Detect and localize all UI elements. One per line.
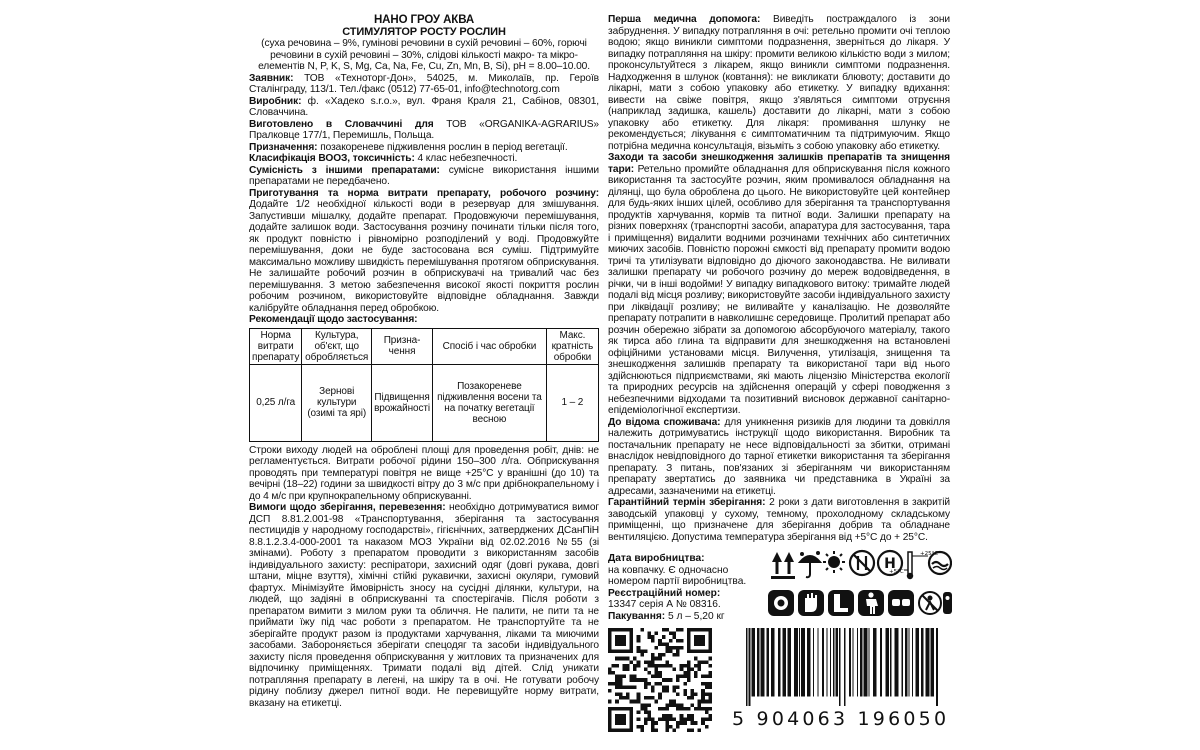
table-cell: 0,25 л/га (250, 364, 302, 441)
made-for-label: Виготовлено в Словаччині для (249, 118, 434, 130)
protect-water-icon (929, 552, 951, 574)
table-header-cell: Культура, об'єкт, що обробляється (302, 328, 372, 364)
table-header-cell: Макс. кратність обробки (546, 328, 598, 364)
preparation-heading: Приготування та норма витрати препарату, робочого розчину: (249, 187, 599, 199)
table-cell: 1 – 2 (546, 364, 598, 441)
temp-min-label: +5°C (889, 569, 904, 575)
table-header-row (250, 328, 599, 364)
keep-dry-icon (800, 552, 820, 577)
applicant (249, 73, 599, 96)
packaging-text: 5 л – 5,20 кг (665, 610, 725, 622)
first-aid-text: Виведіть постраждалого із зони забруднення. У випадку потрапляння в очі: ретельно промити очі теплою водою; якщо виникли симптоми подразнення, зверніться до лікаря. У випадку потрапляння на шкіру: промити великою кількістю води з милом; проконсультуйтеся з лікарем, якщо виникли симптоми подразнення. Надходження в шлунок (ковтання): не викликати блювоту; доставити до лікарні, мати з собою упаковку або етикетку. У випадку вдихання: вивести на свіже повітря, якщо з'являться симптоми отруєння (наприклад задишка, кашель) доставити до лікарні, мати з собою упаковку або етикетку. Для лікаря: промивання шлунку не рекомендується; лікування є симптоматичним та підтримуючим. Якщо потрібна медична консультація, візьміть з собою упаковку або етикетку. (608, 14, 950, 152)
storage-text: необхідно дотримуватися вимог ДСП 8.81.2.001-98 «Транспортування, зберігання та застосування пестицидів у народному господарстві», гігієнічних, затверджених ДСанПіН 8.8.1.2.3.4-000-2001 та наказом МОЗ України від 02.02.2016 №55 (зі змінами). Роботу з препаратом проводити з використанням засобів індивідуального захисту: респіратори, захисний одяг (довгі рукава, довгі штани, міцне взуття), хімічні стійкі рукавички, захисні окуляри, гумовий фартух. Мінімізуйте ймовірність зносу на сусідні ділянки, культури, на людей, що задіяні в обприскуванні та спостерігачів. Після роботи з препаратом вимити з милом руки та обличчя. Не палити, не пити та не приймати їжу під час роботи з препаратом. Не транспортуйте та не зберігайте продукт разом із продуктами харчування, ліками та миючими засобами. Забороняється зберігати спецодяг та засоби індивідуального захисту після проведення обприскування у житлових та призначених для відпочинку приміщеннях. Тримати подалі від дітей. Слід уникати потрапляння препарату в легені, на шкіру та в очі. Не готувати робочу рідину поблизу джерел питної води. Не перевищуйте норму витрати, вказану на етикетці. (249, 502, 600, 709)
storage-label: Вимоги щодо зберігання, перевезення: (249, 502, 446, 513)
made-for-text: ТОВ «ORGANIKA-AGRARIUS» Пралковце 177/1, Перемишль, Польща. (249, 118, 599, 141)
purpose-text: позакореневе підживлення рослин в період вегетації. (317, 141, 568, 153)
respirator-icon (768, 590, 794, 616)
product-title: НАНО ГРОУ АКВА (373, 14, 475, 26)
this-way-up-icon (771, 552, 795, 579)
keep-from-children-icon (919, 592, 941, 614)
boots-icon (828, 590, 854, 616)
compatibility (249, 165, 599, 188)
shelf-life-label: Гарантійний термін зберігання: (608, 497, 766, 508)
recommendations-table (249, 328, 599, 442)
first-aid (608, 14, 950, 152)
table-header-cell: Норма витрати препарату (250, 328, 302, 364)
packaging-label: Пакування: (608, 610, 666, 622)
disposal (608, 152, 950, 417)
compatibility-label: Сумісність з іншими препаратами: (249, 164, 440, 176)
preparation-text: Додайте 1/2 необхідної кількості води в резервуар для змішування. Запустивши мішалку, додайте препарат. Продовжуючи перемішування, додайте залишок води. Застосування розчину починати тільки після того, як продукт повністю і рівномірно розподілений у воді. Продовжуйте перемішування, доки не буде застосована вся суміш. Підтримуйте максимально можливу швидкість перемішування протягом обприскування. Не залишайте робочий розчин в обприскувачі на тривалий час без перемішування. З метою забезпечення високої якості покриття рослин робочим розчином, використовуйте відповідне обладнання. Завжди калібруйте обладнання перед обробкою. (249, 199, 599, 314)
svg-text:H: H (884, 556, 896, 572)
preparation (249, 188, 599, 315)
table-row (250, 364, 599, 441)
registration-text: 13347 серія А № 08316. (608, 599, 721, 610)
classification (249, 153, 599, 165)
purpose-label: Призначення: (249, 141, 318, 153)
disposal-label: Заходи та засоби знешкодження залишків препаратів та знищення тари: (608, 152, 950, 175)
shelf-life-text: 2 роки з дати виготовлення в закритій заводській упаковці у сухому, темному, прохолодному складському приміщенні, що призначене для зберігання добрив та обладнане вентиляцією. Допустима температура зберігання від +5°С до + 25°С. (608, 497, 950, 543)
composition: (суха речовина – 9%, гумінові речовини в сухій речовині – 60%, горючі речовини в сухій речовині – 30%, слідові кількості макро- та мікро-елементів N, P, K, S, Mg, Ca, Na, Fe, Cu, Zn, Mn, B, Si), pH = 8.00–10.00. (258, 38, 590, 72)
registration-label: Реєстраційний номер: (608, 587, 721, 599)
product-subtitle: СТИМУЛЯТОР РОСТУ РОСЛИН (342, 26, 506, 38)
applicant-text: ТОВ «Техноторг-Дон», 54025, м. Миколаїв, пр. Героїв Сталінграду, 113/1. Тел./факс (0512) 77-65-01, info@technotorg.com (249, 72, 599, 95)
classification-label: Класифікація ВООЗ, токсичність: (249, 153, 415, 164)
pictogram-panel (768, 548, 952, 624)
made-for (249, 119, 599, 142)
gloves-icon (798, 590, 824, 616)
storage (249, 502, 599, 709)
overalls-icon (858, 590, 884, 616)
producer (249, 96, 599, 119)
wash-hands-icon (943, 592, 952, 614)
producer-label: Виробник: (249, 95, 302, 107)
barcode-digits: 5 904063 196050 (732, 708, 950, 730)
table-header-cell: Спосіб і час обробки (433, 328, 547, 364)
no-food-icon (850, 551, 874, 575)
table-header-cell: Призна-чення (372, 328, 433, 364)
producer-text: ф. «Хадеко s.r.o.», вул. Франя Краля 21, Сабінов, 08301, Словаччина. (249, 95, 599, 118)
consumer-label: До відома споживача: (608, 416, 721, 428)
consumer-text: для уникнення ризиків для людини та довкілля належить дотримуватись інструкції щодо використання. Виробник та постачальник препарату не несе відповідальності за збитки, отримані внаслідок невідповідного до тарної етикетки використання та зберігання препарату. З питань, пов'язаних зі зберіганням чи використанням препарату звертатись до заявника чи представника в Україні за адресами, зазначеними на етикетці. (608, 416, 950, 497)
shelf-life (608, 497, 950, 543)
left-column (249, 14, 599, 709)
disposal-text: Ретельно промийте обладнання для обприскування після кожного використання та застосуйте розчин, яким промивалося обладнання на ділянці, що була оброблена до цього. Не використовуйте цей контейнер для будь-яких інших цілей, особливо для зберігання та транспортування продуктів харчування, кормів та питної води. Залишки препарату на різних поверхнях (транспортні засоби, апаратура для застосування, тара і приміщення) видалити водними розчинами технічних або синтетичних миючих засобів. Повністю порожні ємкості від препарату промити водою тричі та утилізувати відповідно до діючого законодавства. Не виливати залишки препарату чи робочого розчину до мереж водовідведення, в річки, чи в інші водойми! У випадку випадкового витоку: тримайте людей подалі від місця розливу; використовуйте засоби індивідуального захисту при ліквідації розливу; не виливайте у каналізацію. Не дозволяйте препарату потрапити в навколишнє середовище. Пролитий препарат або розчин обережно зібрати за допомогою абсорбуючого матеріалу, такого як тирса або глина та відправити для знешкодження на встановлені офіційними установами місця. Вилучення, утилізація, знищення та знешкодження залишків препарату та використаної тари від нього здійснюються підприємствами, які мають ліцензію Міністерства екології та природних ресурсів на здійснення операцій у сфері поводження з небезпечними відходами та позитивний висновок державної санітарно-епідеміологічної експертизи. (608, 163, 950, 416)
application-terms: Строки виходу людей на оброблені площі для проведення робіт, днів: не регламентується. Витрати робочої рідини 150–300 л/га. Обприскування проводять при температурі повітря не вище +25°С у вранішні (до 10) та вечірні (18–22) години за швидкості вітру до 3 м/с при дрібнокрапельному і до 4 м/с при крупнокрапельному обприскуванні. (249, 444, 599, 502)
temp-max-label: +25°C (920, 551, 939, 557)
consumer-notice (608, 417, 950, 498)
packaging (608, 611, 768, 623)
table-cell: Зернові культури (озимі та ярі) (302, 364, 372, 441)
right-column (608, 14, 950, 543)
table-cell: Позакореневе підживлення восени та на початку вегетації весною (433, 364, 547, 441)
compatibility-text: сумісне використання іншими препаратами не передбачено. (249, 164, 599, 187)
purpose (249, 142, 599, 154)
first-aid-label: Перша медична допомога: (608, 14, 761, 25)
qr-code (608, 628, 712, 732)
production-info (608, 553, 768, 622)
goggles-icon (888, 590, 914, 616)
keep-from-sun-icon (823, 551, 845, 573)
table-cell: Підвищення врожайності (372, 364, 433, 441)
production-date-text: на ковпачку. Є одночасно номером партії виробництва. (608, 564, 747, 587)
applicant-label: Заявник: (249, 72, 294, 84)
classification-text: 4 клас небезпечності. (414, 153, 518, 164)
table-heading: Рекомендації щодо застосування: (249, 314, 418, 325)
production-date-label: Дата виробництва: (608, 553, 705, 564)
barcode (732, 628, 952, 706)
